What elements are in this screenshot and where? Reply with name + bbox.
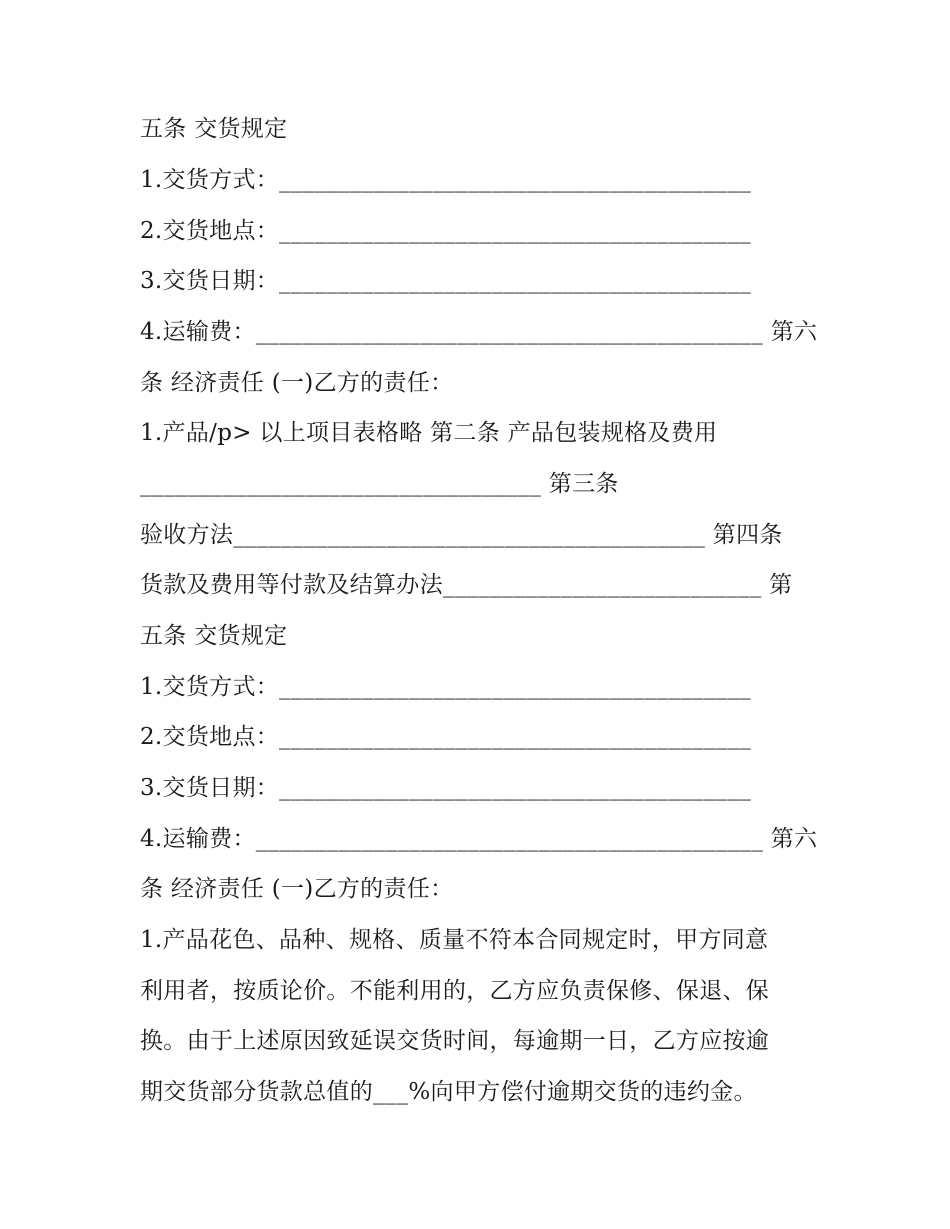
text-line: 3.交货日期：________________________________________ [140,268,752,294]
text-line: 条 经济责任 (一)乙方的责任： [140,370,454,396]
text-line: 1.产品花色、品种、规格、质量不符本合同规定时，甲方同意 [140,927,769,953]
text-line: 换。由于上述原因致延误交货时间，每逾期一日，乙方应按逾 [140,1028,770,1054]
text-line: 条 经济责任 (一)乙方的责任： [140,876,454,902]
text-line: 4.运输费：___________________________________________ 第六 [140,826,818,852]
text-line: 1.产品/p> 以上项目表格略 第二条 产品包装规格及费用 [140,420,718,446]
text-line: 五条 交货规定 [140,623,288,649]
text-line: 3.交货日期：________________________________________ [140,775,752,801]
text-line: 货款及费用等付款及结算办法___________________________ 第 [140,572,793,598]
text-line: 期交货部分货款总值的___%向甲方偿付逾期交货的违约金。 [140,1079,757,1105]
text-line: 2.交货地点：________________________________________ [140,724,752,750]
text-line: __________________________________ 第三条 [140,471,619,497]
text-line: 4.运输费：___________________________________________ 第六 [140,319,818,345]
text-line: 2.交货地点：________________________________________ [140,218,752,244]
text-line: 1.交货方式：________________________________________ [140,167,752,193]
text-line: 利用者，按质论价。不能利用的，乙方应负责保修、保退、保 [140,978,770,1004]
text-line: 验收方法________________________________________ 第四条 [140,522,783,548]
text-line: 五条 交货规定 [140,116,288,142]
text-line: 1.交货方式：________________________________________ [140,674,752,700]
